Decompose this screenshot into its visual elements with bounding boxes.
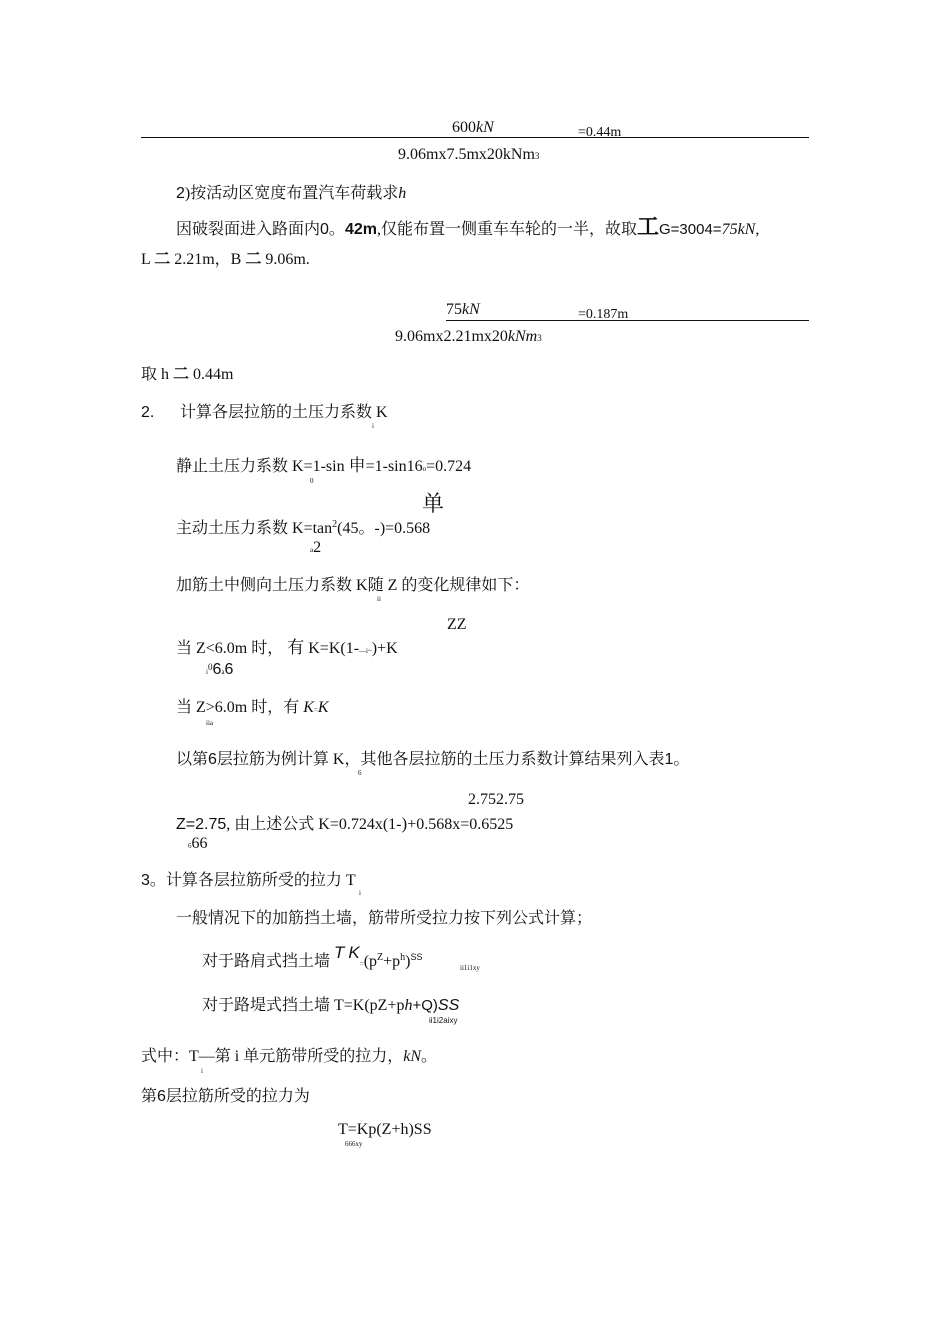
embankment-wall-sub: ii1i2aixy xyxy=(429,1016,458,1025)
zz-label: ZZ xyxy=(447,616,467,633)
item2-heading-sub: i xyxy=(372,422,374,430)
formula2-numerator: 75kN xyxy=(446,301,480,318)
section2-heading: 2)按活动区宽度布置汽车荷载求h xyxy=(176,185,407,202)
example-sub: 6 xyxy=(358,769,362,777)
z-formula: Z=2.75, 由上述公式 K=0.724x(1-)+0.568x=0.6525 xyxy=(176,814,514,833)
item3-heading: 3。计算各层拉筋所受的拉力 T xyxy=(141,872,356,889)
z-values-above: 2.752.75 xyxy=(468,791,524,808)
layer6-line: 第6层拉筋所受的拉力为 xyxy=(141,1088,310,1105)
case1-subscripts: $i^06a6$ xyxy=(206,661,234,678)
k0-sub: 0 xyxy=(310,477,314,485)
shoulder-wall-formula: 对于路肩式挡土墙 T $K=(p^Z+p^h)^{SS}$ xyxy=(202,943,423,970)
where-sub: i xyxy=(201,1067,203,1075)
formula2-fraction-bar xyxy=(446,320,809,321)
k0-formula: 静止土压力系数 K=1-sin 申=1-sin16o=0.724 xyxy=(176,456,472,475)
formula1-denominator: 9.06mx7.5mx20kNm3 xyxy=(398,146,540,163)
paragraph-breakage: 因破裂面进入路面内0。42m,仅能布置一侧重车车轮的一半，故取工G=3004=75kN, xyxy=(176,214,760,239)
t6-sub: 666xy xyxy=(345,1140,363,1148)
t6-formula: T=Kp(Z+h)SS xyxy=(338,1121,432,1138)
formula2-result: =0.187m xyxy=(578,308,629,319)
formula1-numerator: 600kN xyxy=(452,119,494,136)
example-line: 以第6层拉筋为例计算 K，其他各层拉筋的土压力系数计算结果列入表1。 xyxy=(176,751,690,768)
paragraph-breakage-line2: L 二 2.21m，B 二 9.06m. xyxy=(141,251,310,268)
embankment-wall-formula: 对于路堤式挡土墙 T=K(pZ+ph+Q)SS xyxy=(202,997,460,1014)
general-description: 一般情况下的加筋挡土墙，筋带所受拉力按下列公式计算； xyxy=(176,910,593,927)
case2-formula: 当 Z>6.0m 时，有 K=K xyxy=(176,699,329,716)
ka-formula: 主动土压力系数 $K=\tan^2(45$。-)=0.568 xyxy=(176,519,431,537)
ki-sub: ii xyxy=(377,595,381,603)
formula1-result: =0.44m xyxy=(578,126,622,137)
dan-glyph: 单 xyxy=(422,491,445,516)
formula2-denominator: 9.06mx2.21mx20kNm3 xyxy=(395,328,542,345)
ka-sub: a2 xyxy=(310,539,322,556)
formula1-fraction-bar xyxy=(141,137,809,138)
where-line: 式中：T—第 i 单元筋带所受的拉力，kN。 xyxy=(141,1048,438,1065)
shoulder-wall-sub: ii1i1xy xyxy=(460,964,480,972)
z-formula-subs: 666 xyxy=(188,835,208,852)
item3-sub: i xyxy=(359,889,361,897)
case1-formula: 当 Z<6.0m 时， 有 K=K(1-—i~)+K xyxy=(176,638,398,657)
take-h-line: 取 h 二 0.44m xyxy=(141,366,234,383)
item2-number: 2. xyxy=(141,404,155,421)
item2-heading: 计算各层拉筋的土压力系数 K xyxy=(180,404,388,421)
ki-description: 加筋土中侧向土压力系数 K随 Z 的变化规律如下： xyxy=(176,577,530,594)
case2-sub: iia xyxy=(206,719,213,727)
